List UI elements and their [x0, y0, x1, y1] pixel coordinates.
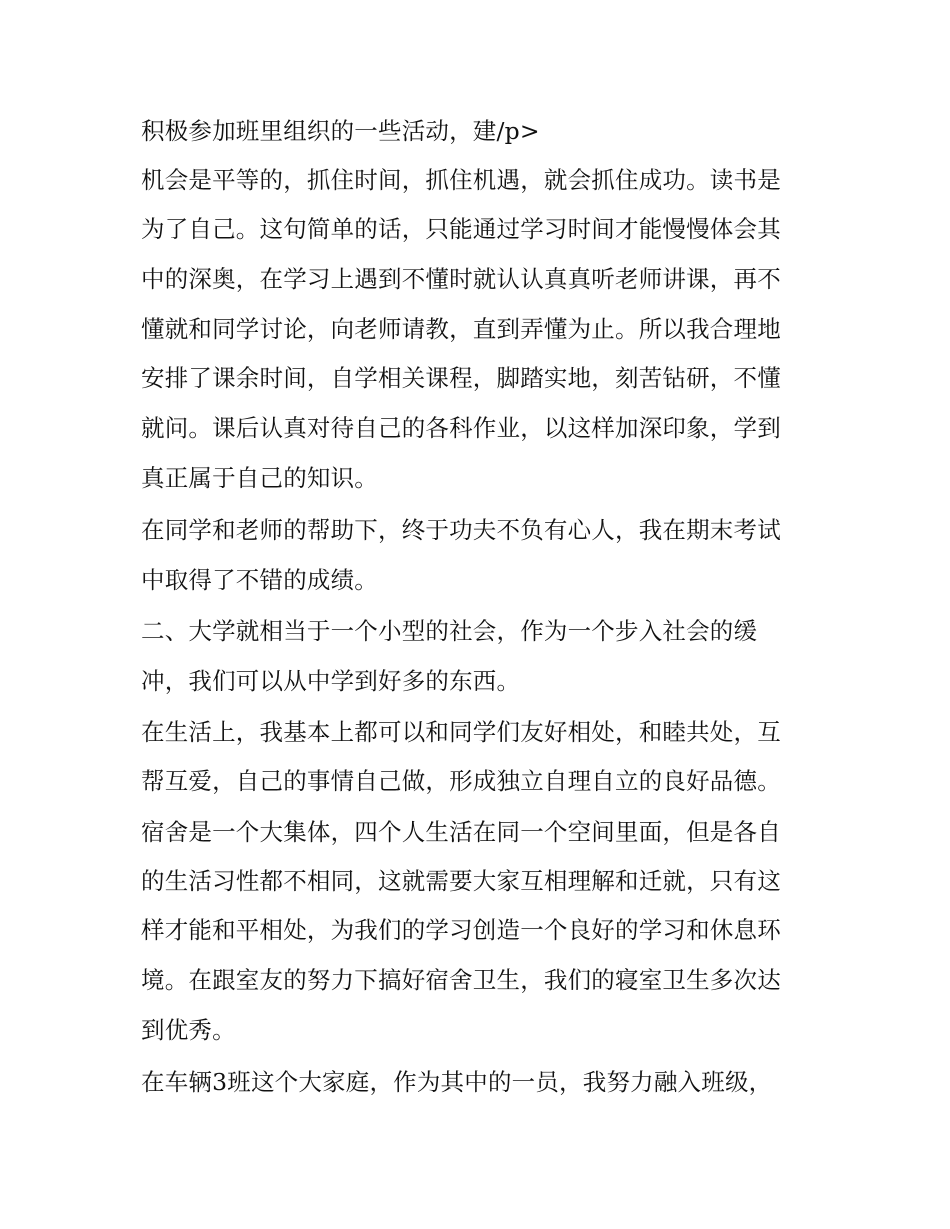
- text-line: 宿舍是一个大集体，四个人生活在同一个空间里面，但是各自: [141, 818, 781, 846]
- text-line: 在车辆3班这个大家庭，作为其中的一员，我努力融入班级，: [141, 1068, 773, 1096]
- text-line: 中的深奥，在学习上遇到不懂时就认认真真听老师讲课，再不: [141, 265, 781, 293]
- text-line: 真正属于自己的知识。: [141, 464, 378, 492]
- text-line: 安排了课余时间，自学相关课程，脚踏实地，刻苦钻研，不懂: [141, 364, 781, 392]
- text-line: 中取得了不错的成绩。: [141, 566, 378, 594]
- text-line: 二、大学就相当于一个小型的社会，作为一个步入社会的缓: [141, 617, 758, 645]
- text-line: 在生活上，我基本上都可以和同学们友好相处，和睦共处，互: [141, 718, 781, 746]
- text-line: 懂就和同学讨论，向老师请教，直到弄懂为止。所以我合理地: [141, 315, 781, 343]
- text-line: 境。在跟室友的努力下搞好宿舍卫生，我们的寝室卫生多次达: [141, 966, 781, 994]
- text-line: 样才能和平相处，为我们的学习创造一个良好的学习和休息环: [141, 916, 781, 944]
- text-line: 帮互爱，自己的事情自己做，形成独立自理自立的良好品德。: [141, 767, 781, 795]
- text-line: 就问。课后认真对待自己的各科作业，以这样加深印象，学到: [141, 414, 781, 442]
- text-line: 机会是平等的，抓住时间，抓住机遇，就会抓住成功。读书是: [141, 166, 781, 194]
- text-line: 积极参加班里组织的一些活动，建/p>: [141, 117, 540, 145]
- text-line: 冲，我们可以从中学到好多的东西。: [141, 667, 521, 695]
- text-line: 为了自己。这句简单的话，只能通过学习时间才能慢慢体会其: [141, 215, 781, 243]
- text-line: 到优秀。: [141, 1016, 236, 1044]
- text-line: 在同学和老师的帮助下，终于功夫不负有心人，我在期末考试: [141, 516, 781, 544]
- text-line: 的生活习性都不相同，这就需要大家互相理解和迁就，只有这: [141, 867, 781, 895]
